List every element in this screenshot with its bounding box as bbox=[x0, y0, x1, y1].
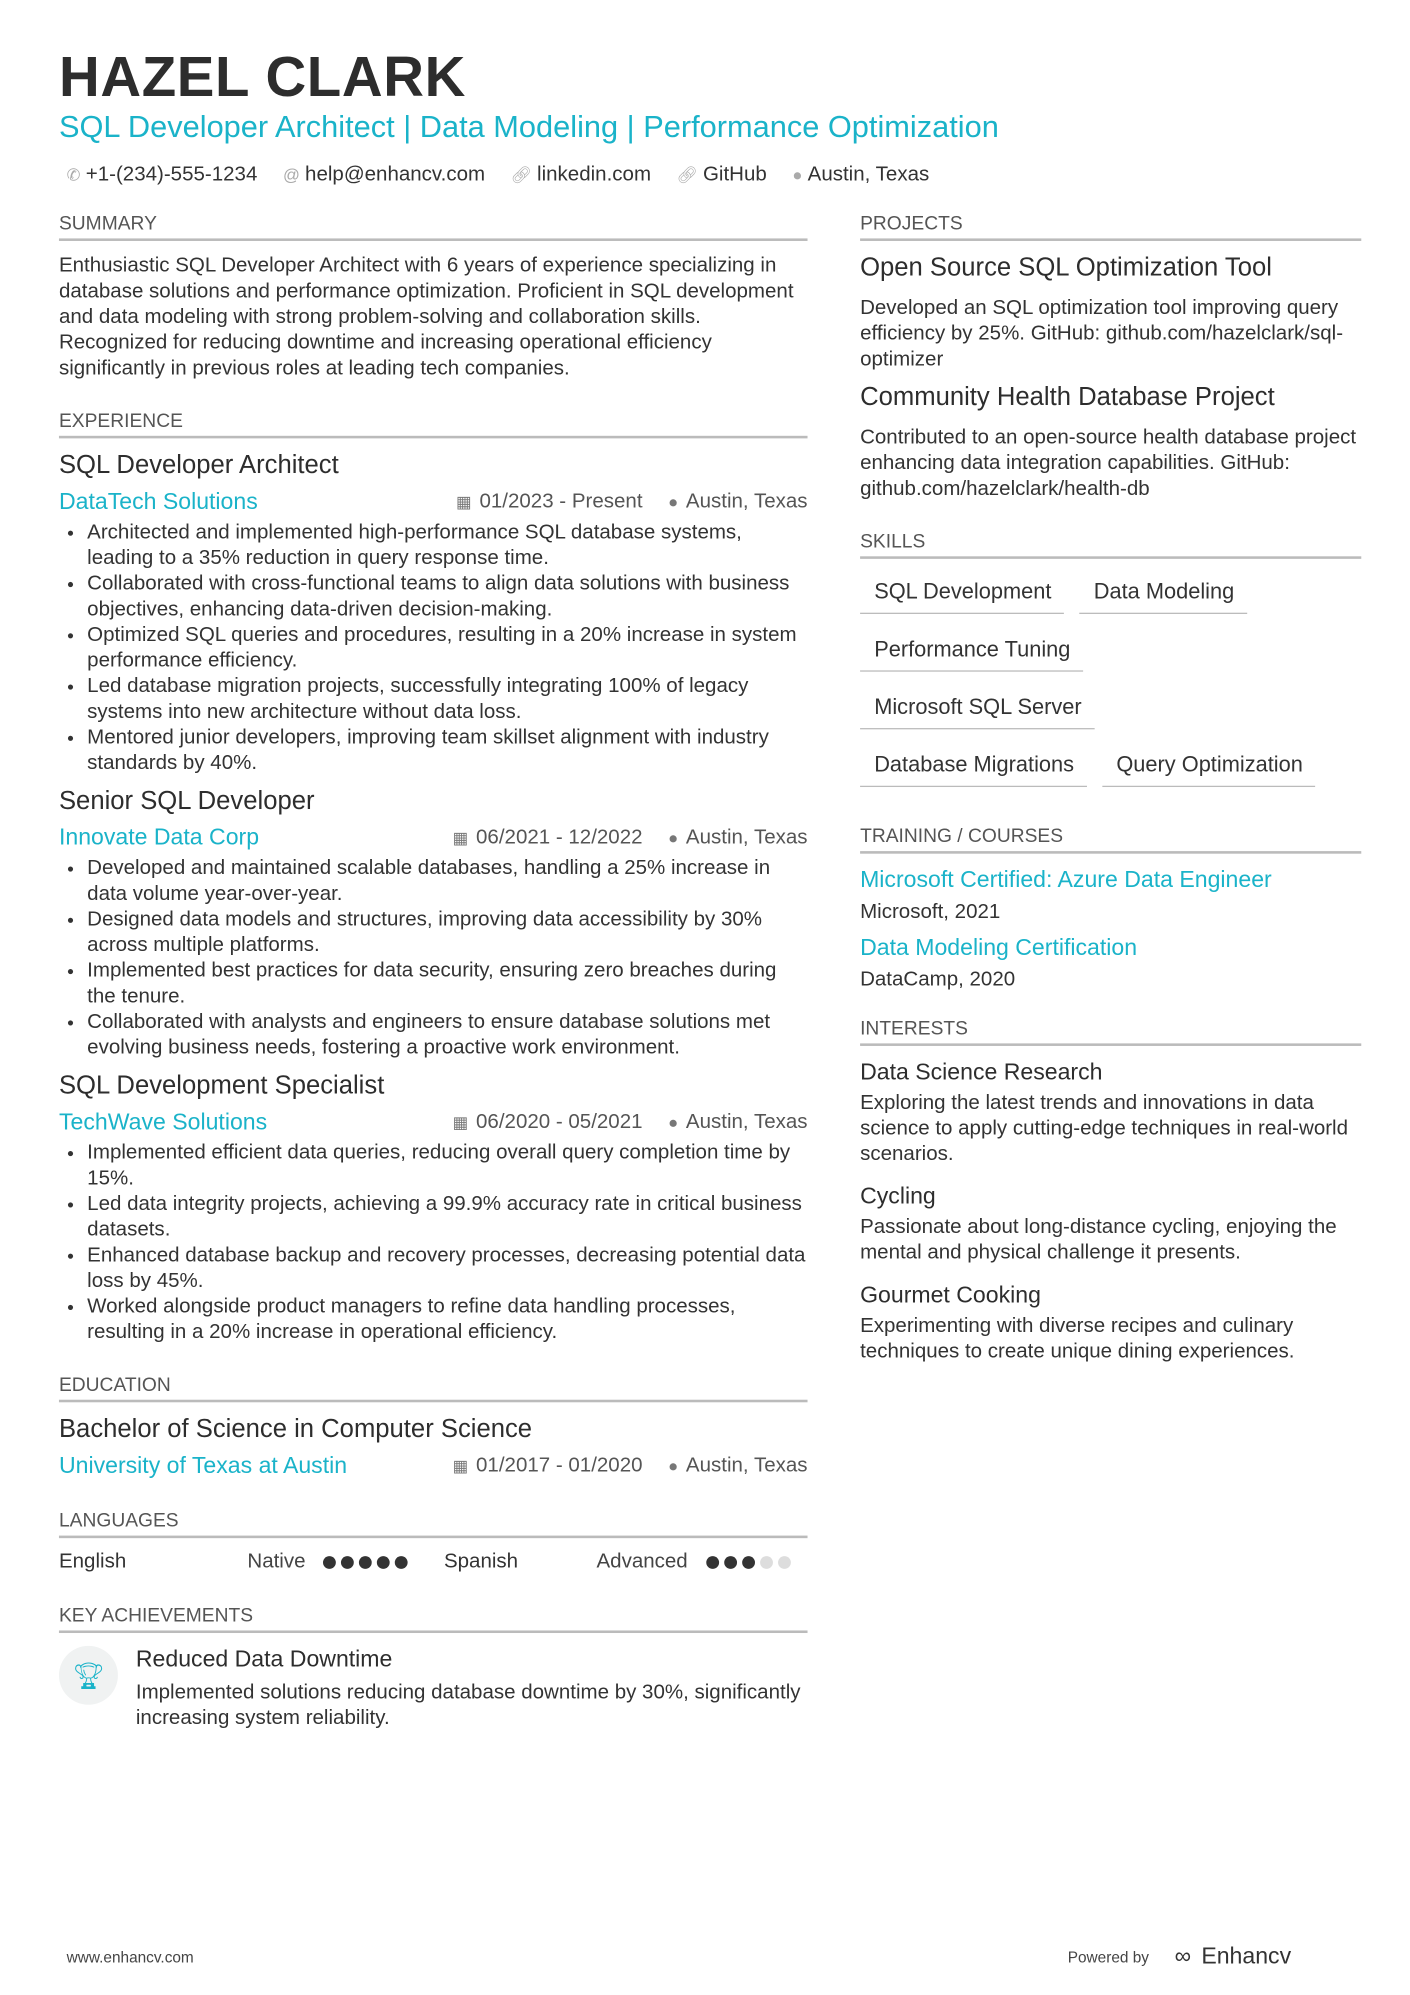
experience-bullet: • Implemented best practices for data security, ensuring zero breaches during the tenure. bbox=[87, 959, 807, 1010]
contact-github[interactable] bbox=[677, 164, 767, 187]
experience-bullet: • Led data integrity projects, achieving a 99.9% accuracy rate in critical business datasets. bbox=[87, 1192, 807, 1243]
job-title: SQL Developer Architect bbox=[58, 451, 339, 480]
experience-item bbox=[59, 1072, 808, 1346]
rating-dot bbox=[706, 1556, 719, 1569]
project-text: Developed an SQL optimization tool improving query efficiency by 25%. GitHub: github.com/hazelclark/sql-optimizer bbox=[860, 297, 1344, 371]
job-meta bbox=[59, 488, 808, 515]
enhancv-logo-icon: ∞ bbox=[1174, 1943, 1192, 1969]
rating-dot bbox=[341, 1556, 354, 1569]
experience-bullet: • Mentored junior developers, improving team skillset alignment with industry standards by 40%. bbox=[87, 725, 807, 776]
experience-bullet: • Developed and maintained scalable databases, handling a 25% increase in data volume year-over-year. bbox=[87, 856, 807, 907]
footer-branding bbox=[1068, 1943, 1291, 1970]
languages-row bbox=[59, 1551, 808, 1574]
education-location: Austin, Texas bbox=[685, 1454, 808, 1476]
contact-email[interactable] bbox=[283, 164, 485, 187]
calendar-icon: ▦ bbox=[452, 1455, 469, 1475]
company-name: DataTech Solutions bbox=[58, 488, 258, 515]
language-rating bbox=[323, 1556, 408, 1569]
enhancv-logo[interactable] bbox=[1175, 1943, 1292, 1970]
interest-text: Exploring the latest trends and innovations in data science to apply cutting-edge techniques in real-world scenarios. bbox=[860, 1092, 1349, 1166]
course-title: Data Modeling Certification bbox=[860, 934, 1138, 961]
language-name: English bbox=[58, 1550, 127, 1573]
interest-text: Experimenting with diverse recipes and culinary techniques to create unique dining experiences. bbox=[860, 1315, 1295, 1363]
contact-bar bbox=[67, 164, 930, 187]
company-name: TechWave Solutions bbox=[58, 1108, 268, 1135]
trophy-icon: 🏆︎ bbox=[59, 1646, 118, 1705]
section-heading-skills: SKILLS bbox=[860, 531, 1361, 559]
education-meta bbox=[59, 1452, 808, 1479]
experience-bullet: • Worked alongside product managers to refine data handling processes, resulting in a 20% increase in operational efficiency. bbox=[87, 1295, 807, 1346]
footer-website[interactable]: www.enhancv.com bbox=[66, 1948, 194, 1967]
rating-dot bbox=[323, 1556, 336, 1569]
project-title: Open Source SQL Optimization Tool bbox=[860, 253, 1272, 282]
contact-text: linkedin.com bbox=[537, 164, 652, 186]
job-meta bbox=[59, 1109, 808, 1136]
language-rating bbox=[706, 1556, 791, 1569]
contact-location bbox=[792, 164, 929, 187]
job-location: Austin, Texas bbox=[685, 1110, 808, 1133]
rating-dot bbox=[760, 1556, 773, 1569]
section-heading-languages: LANGUAGES bbox=[59, 1510, 808, 1538]
left-column bbox=[59, 213, 808, 1732]
experience-bullet: • Designed data models and structures, improving data accessibility by 30% across multiple platforms. bbox=[87, 908, 807, 959]
location-icon: ● bbox=[792, 165, 803, 185]
skills-list bbox=[860, 572, 1361, 787]
location-icon: ● bbox=[668, 1111, 679, 1132]
candidate-name: HAZEL CLARK bbox=[58, 46, 467, 109]
contact-text: Austin, Texas bbox=[807, 164, 930, 186]
summary-text: Enthusiastic SQL Developer Architect with 6 years of experience specializing in database solutions and performance optimization. Proficient in SQL development and data modeling with strong problem-solving and collaboration skills. Recognized for reducing downtime and increasing operational efficiency significantly in previous roles at leading tech companies. bbox=[58, 255, 794, 380]
experience-item bbox=[59, 787, 808, 1061]
skill-tag: Database Migrations bbox=[860, 745, 1087, 787]
experience-bullet: • Architected and implemented high-performance SQL database systems, leading to a 35% reduction in query response time. bbox=[87, 520, 807, 571]
experience-item bbox=[59, 451, 808, 777]
language-level: Advanced bbox=[596, 1550, 688, 1573]
contact-linkedin[interactable] bbox=[511, 164, 651, 187]
section-heading-summary: SUMMARY bbox=[59, 213, 808, 241]
job-dates: 06/2020 - 05/2021 bbox=[476, 1110, 643, 1133]
language-name: Spanish bbox=[443, 1550, 519, 1573]
contact-text: +1-(234)-555-1234 bbox=[85, 164, 258, 186]
experience-bullet: • Implemented efficient data queries, reducing overall query completion time by 15%. bbox=[87, 1141, 807, 1192]
contact-phone[interactable] bbox=[67, 164, 258, 187]
course-provider: DataCamp, 2020 bbox=[860, 969, 1016, 991]
experience-list bbox=[59, 451, 808, 1346]
project-title: Community Health Database Project bbox=[860, 383, 1275, 412]
powered-by-label: Powered by bbox=[1067, 1947, 1149, 1966]
phone-icon: ✆ bbox=[66, 165, 81, 185]
course-title: Microsoft Certified: Azure Data Engineer bbox=[860, 866, 1272, 893]
skill-tag: Microsoft SQL Server bbox=[860, 687, 1094, 729]
section-heading-education: EDUCATION bbox=[59, 1374, 808, 1402]
language-level: Native bbox=[247, 1550, 306, 1573]
experience-bullets bbox=[59, 856, 808, 1061]
degree: Bachelor of Science in Computer Science bbox=[58, 1415, 533, 1444]
course-provider: Microsoft, 2021 bbox=[860, 901, 1001, 923]
interest-text: Passionate about long-distance cycling, enjoying the mental and physical challenge it presents. bbox=[860, 1216, 1337, 1264]
skill-tag: Performance Tuning bbox=[860, 629, 1083, 671]
rating-dot bbox=[777, 1556, 790, 1569]
experience-bullet: • Led database migration projects, successfully integrating 100% of legacy systems into new architecture without data loss. bbox=[87, 674, 807, 725]
experience-bullet: • Collaborated with analysts and engineers to ensure database solutions met evolving business needs, fostering a proactive work environment. bbox=[87, 1010, 807, 1061]
experience-bullets bbox=[59, 1141, 808, 1346]
job-location: Austin, Texas bbox=[685, 826, 808, 848]
candidate-title: SQL Developer Architect | Data Modeling | Performance Optimization bbox=[58, 110, 999, 145]
achievement-title: Reduced Data Downtime bbox=[135, 1645, 393, 1672]
link-icon: 🔗︎ bbox=[676, 165, 698, 185]
location-icon: ● bbox=[668, 491, 679, 511]
rating-dot bbox=[395, 1556, 408, 1569]
calendar-icon: ▦ bbox=[456, 491, 472, 511]
job-title: Senior SQL Developer bbox=[58, 787, 315, 816]
interest-title: Cycling bbox=[860, 1183, 936, 1209]
right-column bbox=[860, 213, 1361, 1365]
section-heading-projects: PROJECTS bbox=[860, 213, 1361, 241]
skill-tag: Data Modeling bbox=[1080, 572, 1247, 614]
interest-title: Data Science Research bbox=[860, 1058, 1103, 1085]
section-heading-achievements: KEY ACHIEVEMENTS bbox=[59, 1605, 808, 1633]
job-meta bbox=[59, 824, 808, 851]
achievement-item bbox=[59, 1646, 808, 1732]
project-text: Contributed to an open-source health database project enhancing data integration capabilities. GitHub: github.com/hazelclark/health-db bbox=[860, 426, 1357, 500]
at-icon: @ bbox=[282, 165, 300, 185]
experience-bullet: • Collaborated with cross-functional teams to align data solutions with business objectives, enhancing data-driven decision-making. bbox=[87, 572, 807, 623]
skill-tag: SQL Development bbox=[860, 572, 1064, 614]
achievement-text: Implemented solutions reducing database downtime by 30%, significantly increasing system reliability. bbox=[135, 1681, 801, 1730]
calendar-icon: ▦ bbox=[452, 1111, 469, 1132]
section-heading-experience: EXPERIENCE bbox=[59, 410, 808, 438]
interest-title: Gourmet Cooking bbox=[860, 1281, 1041, 1308]
experience-bullet: • Enhanced database backup and recovery processes, decreasing potential data loss by 45%. bbox=[87, 1243, 807, 1294]
contact-text: GitHub bbox=[702, 164, 767, 186]
rating-dot bbox=[359, 1556, 372, 1569]
section-heading-training: TRAINING / COURSES bbox=[860, 825, 1361, 853]
experience-bullets bbox=[59, 520, 808, 776]
company-name: Innovate Data Corp bbox=[58, 824, 260, 850]
location-icon: ● bbox=[668, 1455, 679, 1475]
rating-dot bbox=[377, 1556, 390, 1569]
job-title: SQL Development Specialist bbox=[58, 1071, 385, 1100]
school-name: University of Texas at Austin bbox=[58, 1452, 348, 1478]
link-icon: 🔗︎ bbox=[510, 165, 532, 185]
brand-name: Enhancv bbox=[1201, 1943, 1292, 1969]
job-dates: 01/2023 - Present bbox=[479, 490, 643, 513]
rating-dot bbox=[742, 1556, 755, 1569]
job-location: Austin, Texas bbox=[685, 490, 808, 513]
skill-tag: Query Optimization bbox=[1102, 745, 1315, 787]
calendar-icon: ▦ bbox=[452, 827, 469, 847]
location-icon: ● bbox=[668, 827, 679, 847]
education-dates: 01/2017 - 01/2020 bbox=[476, 1454, 643, 1476]
section-heading-interests: INTERESTS bbox=[860, 1018, 1361, 1046]
contact-text: help@enhancv.com bbox=[305, 164, 486, 186]
experience-bullet: • Optimized SQL queries and procedures, resulting in a 20% increase in system performance efficiency. bbox=[87, 623, 807, 674]
job-dates: 06/2021 - 12/2022 bbox=[476, 826, 643, 848]
rating-dot bbox=[724, 1556, 737, 1569]
